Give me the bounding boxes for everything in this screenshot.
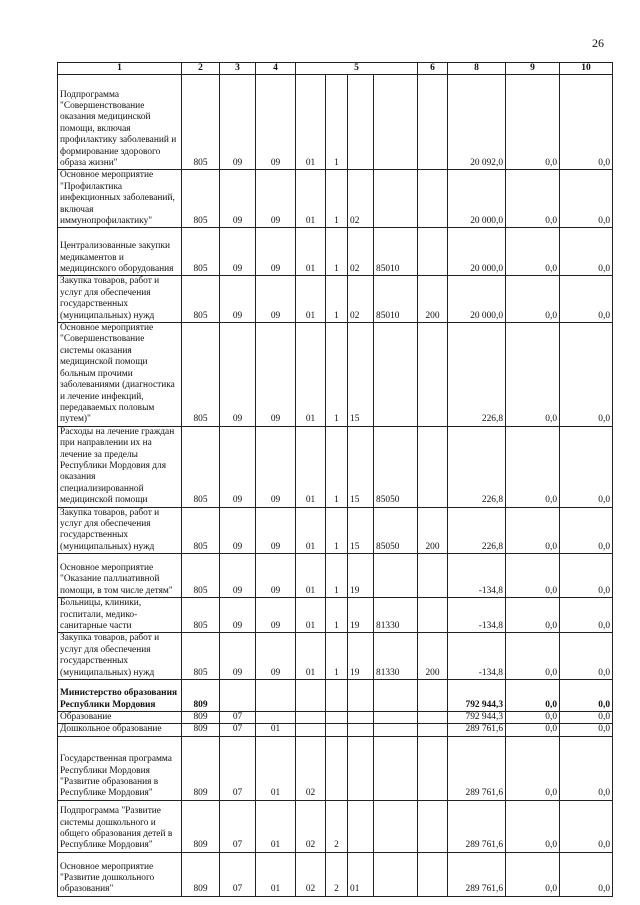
amount-cell: 289 761,6	[448, 852, 506, 896]
amount-cell: 792 944,3	[448, 712, 506, 724]
target-item-part2-cell	[326, 736, 348, 800]
subsection-code-cell: 09	[256, 633, 296, 680]
ved-code-cell: 805	[182, 228, 220, 276]
target-item-part3-cell: 15	[348, 323, 374, 427]
target-item-part2-cell: 1	[326, 75, 348, 170]
ved-code-cell: 805	[182, 75, 220, 170]
row-name-cell: Подпрограмма "Совершенствование оказания медицинской помощи, включая профилактику заболеваний и формирование здорового образа жизни"	[58, 75, 182, 170]
amount-cell: -134,8	[448, 598, 506, 633]
row-name-cell: Основное мероприятие "Совершенствование системы оказания медицинской помощи больным прочими заболеваниями (диагностика и лечение инфекций, передаваемых половым путем)"	[58, 323, 182, 427]
amount-col9-cell: 0,0	[506, 598, 560, 633]
target-item-part1-cell: 01	[296, 426, 326, 507]
row-name-cell: Централизованные закупки медикаментов и медицинского оборудования	[58, 228, 182, 276]
target-item-part2-cell: 1	[326, 633, 348, 680]
table-row	[58, 852, 613, 896]
target-item-part2-cell: 1	[326, 507, 348, 554]
subsection-code-cell	[256, 712, 296, 724]
subsection-code-cell: 01	[256, 800, 296, 852]
target-item-part2-cell: 1	[326, 426, 348, 507]
target-item-part4-cell	[374, 680, 418, 712]
subsection-code-cell: 09	[256, 426, 296, 507]
target-item-part1-cell: 02	[296, 800, 326, 852]
target-item-part4-cell	[374, 554, 418, 598]
row-name-cell: Основное мероприятие "Профилактика инфекционных заболеваний, включая иммунопрофилактику"	[58, 170, 182, 228]
subsection-code-cell: 09	[256, 170, 296, 228]
target-item-part3-cell	[348, 800, 374, 852]
target-item-part4-cell: 85010	[374, 276, 418, 323]
expense-type-cell	[418, 228, 448, 276]
expense-type-cell	[418, 800, 448, 852]
amount-col9-cell: 0,0	[506, 426, 560, 507]
amount-col10-cell: 0,0	[560, 800, 613, 852]
target-item-part2-cell	[326, 680, 348, 712]
section-code-cell: 09	[220, 426, 256, 507]
expense-type-cell	[418, 598, 448, 633]
amount-cell: 226,8	[448, 323, 506, 427]
target-item-part3-cell	[348, 75, 374, 170]
budget-table	[57, 62, 613, 897]
amount-col9-cell: 0,0	[506, 724, 560, 736]
expense-type-cell	[418, 736, 448, 800]
amount-col9-cell: 0,0	[506, 323, 560, 427]
amount-col9-cell: 0,0	[506, 554, 560, 598]
target-item-part4-cell	[374, 800, 418, 852]
expense-type-cell	[418, 712, 448, 724]
section-code-cell: 09	[220, 228, 256, 276]
ved-code-cell: 805	[182, 554, 220, 598]
section-code-cell: 07	[220, 800, 256, 852]
section-code-cell: 09	[220, 507, 256, 554]
target-item-part1-cell: 01	[296, 170, 326, 228]
header-cell: 3	[220, 63, 256, 75]
ved-code-cell: 809	[182, 736, 220, 800]
amount-col10-cell: 0,0	[560, 426, 613, 507]
target-item-part4-cell	[374, 724, 418, 736]
row-name-cell: Образование	[58, 712, 182, 724]
amount-col9-cell: 0,0	[506, 680, 560, 712]
header-cell: 4	[256, 63, 296, 75]
target-item-part1-cell: 01	[296, 507, 326, 554]
target-item-part1-cell: 01	[296, 598, 326, 633]
row-name-cell: Дошкольное образование	[58, 724, 182, 736]
target-item-part3-cell	[348, 736, 374, 800]
row-name-cell: Основное мероприятие "Оказание паллиативной помощи, в том числе детям"	[58, 554, 182, 598]
amount-col10-cell: 0,0	[560, 712, 613, 724]
amount-cell: 226,8	[448, 507, 506, 554]
target-item-part3-cell: 02	[348, 170, 374, 228]
target-item-part4-cell	[374, 712, 418, 724]
table-row	[58, 170, 613, 228]
target-item-part1-cell	[296, 712, 326, 724]
amount-col9-cell: 0,0	[506, 276, 560, 323]
target-item-part2-cell: 1	[326, 554, 348, 598]
target-item-part2-cell: 1	[326, 170, 348, 228]
section-code-cell: 07	[220, 852, 256, 896]
target-item-part4-cell	[374, 323, 418, 427]
section-code-cell	[220, 680, 256, 712]
target-item-part4-cell	[374, 736, 418, 800]
subsection-code-cell: 09	[256, 323, 296, 427]
amount-col9-cell: 0,0	[506, 75, 560, 170]
amount-col9-cell: 0,0	[506, 507, 560, 554]
target-item-part1-cell: 01	[296, 323, 326, 427]
target-item-part1-cell: 01	[296, 554, 326, 598]
table-row	[58, 712, 613, 724]
row-name-cell: Подпрограмма "Развитие системы дошкольного и общего образования детей в Республике Мордовия"	[58, 800, 182, 852]
target-item-part1-cell	[296, 680, 326, 712]
header-cell: 10	[560, 63, 613, 75]
target-item-part1-cell: 01	[296, 75, 326, 170]
expense-type-cell	[418, 170, 448, 228]
target-item-part3-cell: 19	[348, 554, 374, 598]
expense-type-cell	[418, 724, 448, 736]
table-row	[58, 228, 613, 276]
target-item-part1-cell: 02	[296, 736, 326, 800]
amount-col10-cell: 0,0	[560, 276, 613, 323]
subsection-code-cell: 09	[256, 75, 296, 170]
page-number: 26	[592, 36, 604, 50]
row-name-cell: Закупка товаров, работ и услуг для обеспечения государственных (муниципальных) нужд	[58, 633, 182, 680]
target-item-part1-cell: 01	[296, 228, 326, 276]
target-item-part2-cell: 2	[326, 852, 348, 896]
target-item-part4-cell: 85050	[374, 426, 418, 507]
section-code-cell: 09	[220, 75, 256, 170]
target-item-part4-cell: 81330	[374, 633, 418, 680]
amount-cell: 20 000,0	[448, 170, 506, 228]
ved-code-cell: 809	[182, 800, 220, 852]
section-code-cell: 09	[220, 170, 256, 228]
section-code-cell: 07	[220, 712, 256, 724]
table-row	[58, 323, 613, 427]
row-name-cell: Государственная программа Республики Мордовия "Развитие образования в Республике Мордовия"	[58, 736, 182, 800]
section-code-cell: 09	[220, 598, 256, 633]
row-name-cell: Закупка товаров, работ и услуг для обеспечения государственных (муниципальных) нужд	[58, 507, 182, 554]
subsection-code-cell: 09	[256, 554, 296, 598]
target-item-part2-cell: 1	[326, 276, 348, 323]
amount-cell: 289 761,6	[448, 800, 506, 852]
ved-code-cell: 809	[182, 680, 220, 712]
amount-cell: 20 000,0	[448, 228, 506, 276]
subsection-code-cell: 09	[256, 276, 296, 323]
table-row	[58, 507, 613, 554]
header-cell: 6	[418, 63, 448, 75]
table-row	[58, 426, 613, 507]
amount-col9-cell: 0,0	[506, 633, 560, 680]
target-item-part4-cell	[374, 75, 418, 170]
target-item-part3-cell: 19	[348, 598, 374, 633]
amount-col10-cell: 0,0	[560, 724, 613, 736]
amount-col10-cell: 0,0	[560, 323, 613, 427]
target-item-part3-cell: 15	[348, 426, 374, 507]
subsection-code-cell: 09	[256, 598, 296, 633]
row-name-cell: Расходы на лечение граждан при направлении их на лечение за пределы Республики Мордовия для оказания специализированной медицинской помощи	[58, 426, 182, 507]
target-item-part4-cell	[374, 170, 418, 228]
target-item-part3-cell: 15	[348, 507, 374, 554]
expense-type-cell	[418, 426, 448, 507]
amount-cell: 20 000,0	[448, 276, 506, 323]
header-cell: 2	[182, 63, 220, 75]
amount-cell: -134,8	[448, 633, 506, 680]
target-item-part2-cell	[326, 712, 348, 724]
amount-col9-cell: 0,0	[506, 800, 560, 852]
table-row	[58, 800, 613, 852]
table-row	[58, 724, 613, 736]
amount-cell: 20 092,0	[448, 75, 506, 170]
target-item-part1-cell: 02	[296, 852, 326, 896]
row-name-cell: Основное мероприятие "Развитие дошкольного образования"	[58, 852, 182, 896]
target-item-part2-cell: 2	[326, 800, 348, 852]
target-item-part2-cell: 1	[326, 323, 348, 427]
table-row	[58, 75, 613, 170]
table-row	[58, 276, 613, 323]
target-item-part1-cell: 01	[296, 633, 326, 680]
ved-code-cell: 805	[182, 170, 220, 228]
expense-type-cell	[418, 554, 448, 598]
row-name-cell: Министерство образования Республики Мордовия	[58, 680, 182, 712]
section-code-cell: 09	[220, 633, 256, 680]
table-row	[58, 633, 613, 680]
table-row	[58, 680, 613, 712]
amount-col10-cell: 0,0	[560, 633, 613, 680]
amount-col9-cell: 0,0	[506, 170, 560, 228]
amount-col10-cell: 0,0	[560, 554, 613, 598]
header-cell: 9	[506, 63, 560, 75]
section-code-cell: 09	[220, 276, 256, 323]
amount-col10-cell: 0,0	[560, 170, 613, 228]
subsection-code-cell: 09	[256, 228, 296, 276]
subsection-code-cell: 01	[256, 736, 296, 800]
expense-type-cell	[418, 680, 448, 712]
subsection-code-cell	[256, 680, 296, 712]
target-item-part3-cell: 02	[348, 276, 374, 323]
target-item-part4-cell: 85050	[374, 507, 418, 554]
amount-cell: 226,8	[448, 426, 506, 507]
row-name-cell: Больницы, клиники, госпитали, медико-санитарные части	[58, 598, 182, 633]
section-code-cell: 07	[220, 724, 256, 736]
section-code-cell: 09	[220, 323, 256, 427]
amount-col10-cell: 0,0	[560, 736, 613, 800]
ved-code-cell: 805	[182, 633, 220, 680]
amount-col9-cell: 0,0	[506, 852, 560, 896]
amount-col10-cell: 0,0	[560, 507, 613, 554]
target-item-part4-cell	[374, 852, 418, 896]
header-cell: 8	[448, 63, 506, 75]
table-row	[58, 554, 613, 598]
section-code-cell: 07	[220, 736, 256, 800]
expense-type-cell	[418, 323, 448, 427]
target-item-part2-cell	[326, 724, 348, 736]
amount-col10-cell: 0,0	[560, 228, 613, 276]
amount-col10-cell: 0,0	[560, 852, 613, 896]
expense-type-cell: 200	[418, 276, 448, 323]
expense-type-cell: 200	[418, 633, 448, 680]
header-row	[58, 63, 613, 75]
amount-col9-cell: 0,0	[506, 712, 560, 724]
section-code-cell: 09	[220, 554, 256, 598]
subsection-code-cell: 09	[256, 507, 296, 554]
target-item-part2-cell: 1	[326, 598, 348, 633]
amount-col9-cell: 0,0	[506, 228, 560, 276]
row-name-cell: Закупка товаров, работ и услуг для обеспечения государственных (муниципальных) нужд	[58, 276, 182, 323]
target-item-part3-cell: 02	[348, 228, 374, 276]
target-item-part3-cell	[348, 712, 374, 724]
ved-code-cell: 805	[182, 276, 220, 323]
table-row	[58, 736, 613, 800]
table-row	[58, 598, 613, 633]
amount-cell: 289 761,6	[448, 724, 506, 736]
target-item-part1-cell: 01	[296, 276, 326, 323]
ved-code-cell: 805	[182, 598, 220, 633]
ved-code-cell: 809	[182, 724, 220, 736]
amount-col10-cell: 0,0	[560, 598, 613, 633]
target-item-part3-cell: 19	[348, 633, 374, 680]
expense-type-cell: 200	[418, 507, 448, 554]
target-item-part1-cell	[296, 724, 326, 736]
expense-type-cell	[418, 852, 448, 896]
subsection-code-cell: 01	[256, 852, 296, 896]
target-item-part3-cell	[348, 724, 374, 736]
target-item-part4-cell: 81330	[374, 598, 418, 633]
target-item-part2-cell: 1	[326, 228, 348, 276]
ved-code-cell: 805	[182, 323, 220, 427]
header-cell: 1	[58, 63, 182, 75]
ved-code-cell: 809	[182, 712, 220, 724]
target-item-part3-cell	[348, 680, 374, 712]
amount-cell: -134,8	[448, 554, 506, 598]
expense-type-cell	[418, 75, 448, 170]
amount-cell: 792 944,3	[448, 680, 506, 712]
amount-col10-cell: 0,0	[560, 680, 613, 712]
ved-code-cell: 805	[182, 426, 220, 507]
amount-cell: 289 761,6	[448, 736, 506, 800]
target-item-part4-cell: 85010	[374, 228, 418, 276]
ved-code-cell: 809	[182, 852, 220, 896]
amount-col9-cell: 0,0	[506, 736, 560, 800]
ved-code-cell: 805	[182, 507, 220, 554]
subsection-code-cell: 01	[256, 724, 296, 736]
amount-col10-cell: 0,0	[560, 75, 613, 170]
header-cell: 5	[296, 63, 418, 75]
target-item-part3-cell: 01	[348, 852, 374, 896]
